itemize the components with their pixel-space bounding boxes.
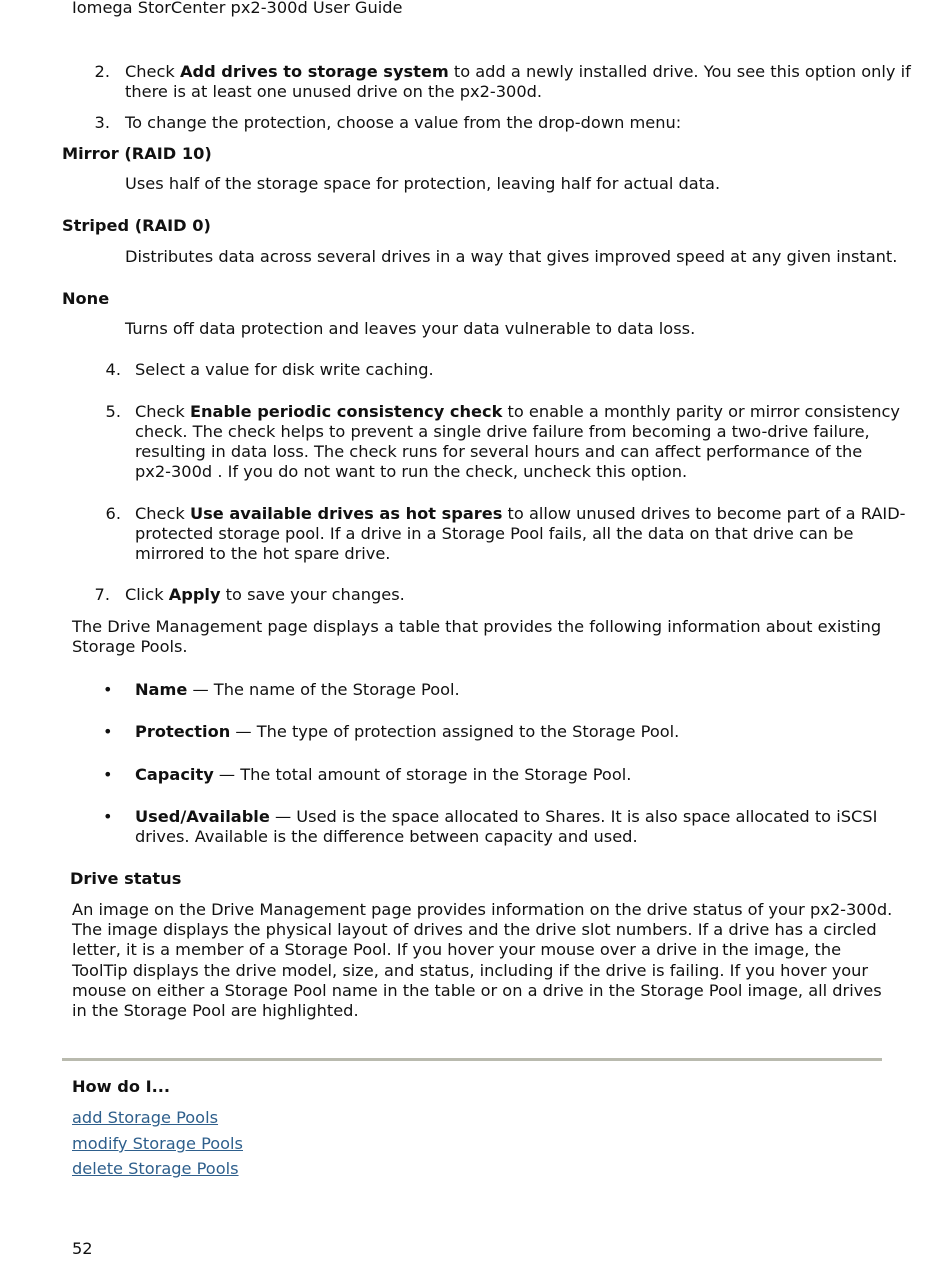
- paragraph-line: in the Storage Pool are highlighted.: [72, 1001, 359, 1020]
- step-number: 7.: [94, 585, 110, 604]
- bullet-icon: •: [103, 765, 113, 784]
- option-term-striped: Striped (RAID 0): [62, 216, 211, 235]
- paragraph-line: The image displays the physical layout of drives and the drive slot numbers. If a drive has a circled: [72, 920, 877, 939]
- step-text-continued: px2-300d . If you do not want to run the check, uncheck this option.: [135, 462, 688, 481]
- option-description: Distributes data across several drives in a way that gives improved speed at any given instant.: [125, 247, 898, 266]
- step-number: 3.: [94, 113, 110, 132]
- step-text-continued: mirrored to the hot spare drive.: [135, 544, 391, 563]
- step-text-continued: protected storage pool. If a drive in a Storage Pool fails, all the data on that drive can be: [135, 524, 854, 543]
- option-description: Turns off data protection and leaves your data vulnerable to data loss.: [125, 319, 696, 338]
- link-modify-storage-pools[interactable]: modify Storage Pools: [72, 1134, 243, 1153]
- paragraph: The Drive Management page displays a table that provides the following information about existing: [72, 617, 882, 636]
- paragraph-line: An image on the Drive Management page provides information on the drive status of your px2-300d.: [72, 900, 893, 919]
- paragraph: Storage Pools.: [72, 637, 188, 656]
- link-add-storage-pools[interactable]: add Storage Pools: [72, 1108, 219, 1127]
- option-term-mirror: Mirror (RAID 10): [62, 144, 212, 163]
- step-text: Click Apply to save your changes.: [125, 585, 405, 604]
- option-term-none: None: [62, 289, 110, 308]
- how-do-i-heading: How do I...: [72, 1077, 171, 1096]
- paragraph-line: mouse on either a Storage Pool name in the table or on a drive in the Storage Pool image, all drives: [72, 981, 882, 1000]
- step-text: Check Add drives to storage system to add a newly installed drive. You see this option only if: [125, 62, 911, 81]
- step-text-continued: check. The check helps to prevent a single drive failure from becoming a two-drive failure,: [135, 422, 870, 441]
- bullet-item: Protection — The type of protection assigned to the Storage Pool.: [135, 722, 680, 741]
- bullet-item: Capacity — The total amount of storage in the Storage Pool.: [135, 765, 632, 784]
- section-divider: [62, 1058, 882, 1061]
- step-text: Select a value for disk write caching.: [135, 360, 434, 379]
- bullet-item-continued: drives. Available is the difference between capacity and used.: [135, 827, 638, 846]
- bullet-item: Name — The name of the Storage Pool.: [135, 680, 460, 699]
- step-number: 4.: [105, 360, 121, 379]
- step-text: Check Use available drives as hot spares to allow unused drives to become part of a RAID-: [135, 504, 906, 523]
- section-heading: Drive status: [70, 869, 182, 888]
- bullet-icon: •: [103, 722, 113, 741]
- step-number: 5.: [105, 402, 121, 421]
- bullet-item: Used/Available — Used is the space allocated to Shares. It is also space allocated to iSCSI: [135, 807, 878, 826]
- bullet-icon: •: [103, 807, 113, 826]
- step-text: To change the protection, choose a value from the drop-down menu:: [125, 113, 682, 132]
- paragraph-line: ToolTip displays the drive model, size, and status, including if the drive is failing. If you hover your: [72, 961, 869, 980]
- paragraph-line: letter, it is a member of a Storage Pool. If you hover your mouse over a drive in the image, the: [72, 940, 842, 959]
- step-number: 6.: [105, 504, 121, 523]
- option-description: Uses half of the storage space for protection, leaving half for actual data.: [125, 174, 721, 193]
- step-text-continued: resulting in data loss. The check runs for several hours and can affect performance of the: [135, 442, 863, 461]
- page-number: 52: [72, 1239, 93, 1258]
- step-text-continued: there is at least one unused drive on the px2-300d.: [125, 82, 543, 101]
- bullet-icon: •: [103, 680, 113, 699]
- step-number: 2.: [94, 62, 110, 81]
- page-header: Iomega StorCenter px2-300d User Guide: [72, 0, 403, 17]
- link-delete-storage-pools[interactable]: delete Storage Pools: [72, 1159, 239, 1178]
- step-text: Check Enable periodic consistency check to enable a monthly parity or mirror consistency: [135, 402, 900, 421]
